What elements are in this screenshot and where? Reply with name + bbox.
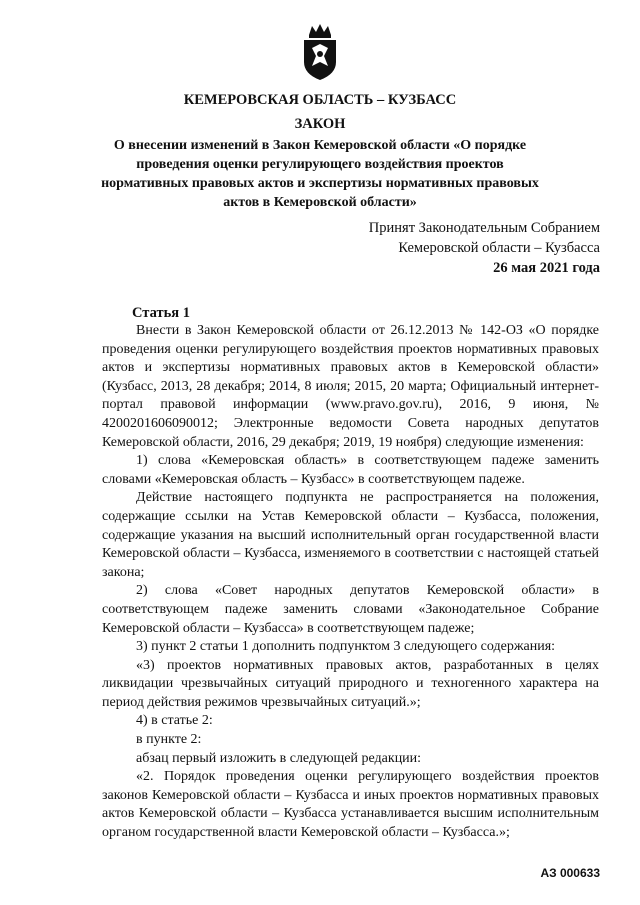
law-title: О внесении изменений в Закон Кемеровской области «О порядке проведения оценки регулирующего воздействия проектов нормативных правовых актов и экспертизы нормативных правовых актов в Кемеровской области»	[101, 138, 539, 210]
document-type: ЗАКОН	[294, 116, 346, 132]
article-body	[102, 322, 599, 843]
adopted-line-1: Принят Законодательным Собранием	[368, 220, 600, 236]
coat-of-arms-icon	[300, 22, 340, 82]
adoption-date: 26 мая 2021 года	[493, 260, 600, 276]
paragraph: абзац первый изложить в следующей редакции:	[136, 750, 422, 766]
paragraph: 4) в статье 2:	[136, 713, 213, 729]
paragraph: 2) слова «Совет народных депутатов Кемеровской области» в соответствующем падеже заменить словами «Законодательное Собрание Кемеровской области – Кузбасса» в соответствующем падеже;	[102, 583, 599, 636]
paragraph: Внести в Закон Кемеровской области от 26.12.2013 № 142-ОЗ «О порядке проведения оценки регулирующего воздействия проектов нормативных правовых актов и экспертизы нормативных правовых актов в Кемеровской области» (Кузбасс, 2013, 28 декабря; 2014, 8 июля; 2015, 20 марта; Официальный интернет-портал правовой информации (www.pravo.gov.ru), 2016, 9 июня, № 4200201606090012; Электронные ведомости Совета народных депутатов Кемеровской области, 2016, 29 декабря; 2019, 19 ноября) следующие изменения:	[102, 323, 599, 450]
paragraph: «2. Порядок проведения оценки регулирующего воздействия проектов законов Кемеровской области – Кузбасса и иных проектов нормативных правовых актов Кемеровской области – Кузбасса устанавливается высшим исполнительным органом государственной власти Кемеровской области – Кузбасса.»;	[102, 769, 599, 841]
form-serial-number: АЗ 000633	[540, 866, 600, 880]
paragraph: Действие настоящего подпункта не распространяется на положения, содержащие ссылки на Устав Кемеровской области – Кузбасса, положения, содержащие указания на высший исполнительный орган государственной власти Кемеровской области – Кузбасса, изменяемого в соответствии с настоящей статьей закона;	[102, 490, 599, 580]
paragraph: в пункте 2:	[136, 732, 202, 748]
adoption-block	[369, 218, 600, 278]
paragraph: 1) слова «Кемеровская область» в соответствующем падеже заменить словами «Кемеровская область – Кузбасс» в соответствующем падеже.	[102, 453, 599, 487]
article-title: Статья 1	[132, 305, 190, 321]
adopted-line-2: Кемеровской области – Кузбасса	[398, 240, 600, 256]
paragraph: 3) пункт 2 статьи 1 дополнить подпунктом 3 следующего содержания:	[136, 639, 556, 655]
paragraph: «3) проектов нормативных правовых актов, разработанных в целях ликвидации чрезвычайных ситуаций природного и техногенного характера на период действия режимов чрезвычайных ситуаций.»;	[102, 657, 599, 710]
region-heading: КЕМЕРОВСКАЯ ОБЛАСТЬ – КУЗБАСС	[183, 92, 457, 108]
